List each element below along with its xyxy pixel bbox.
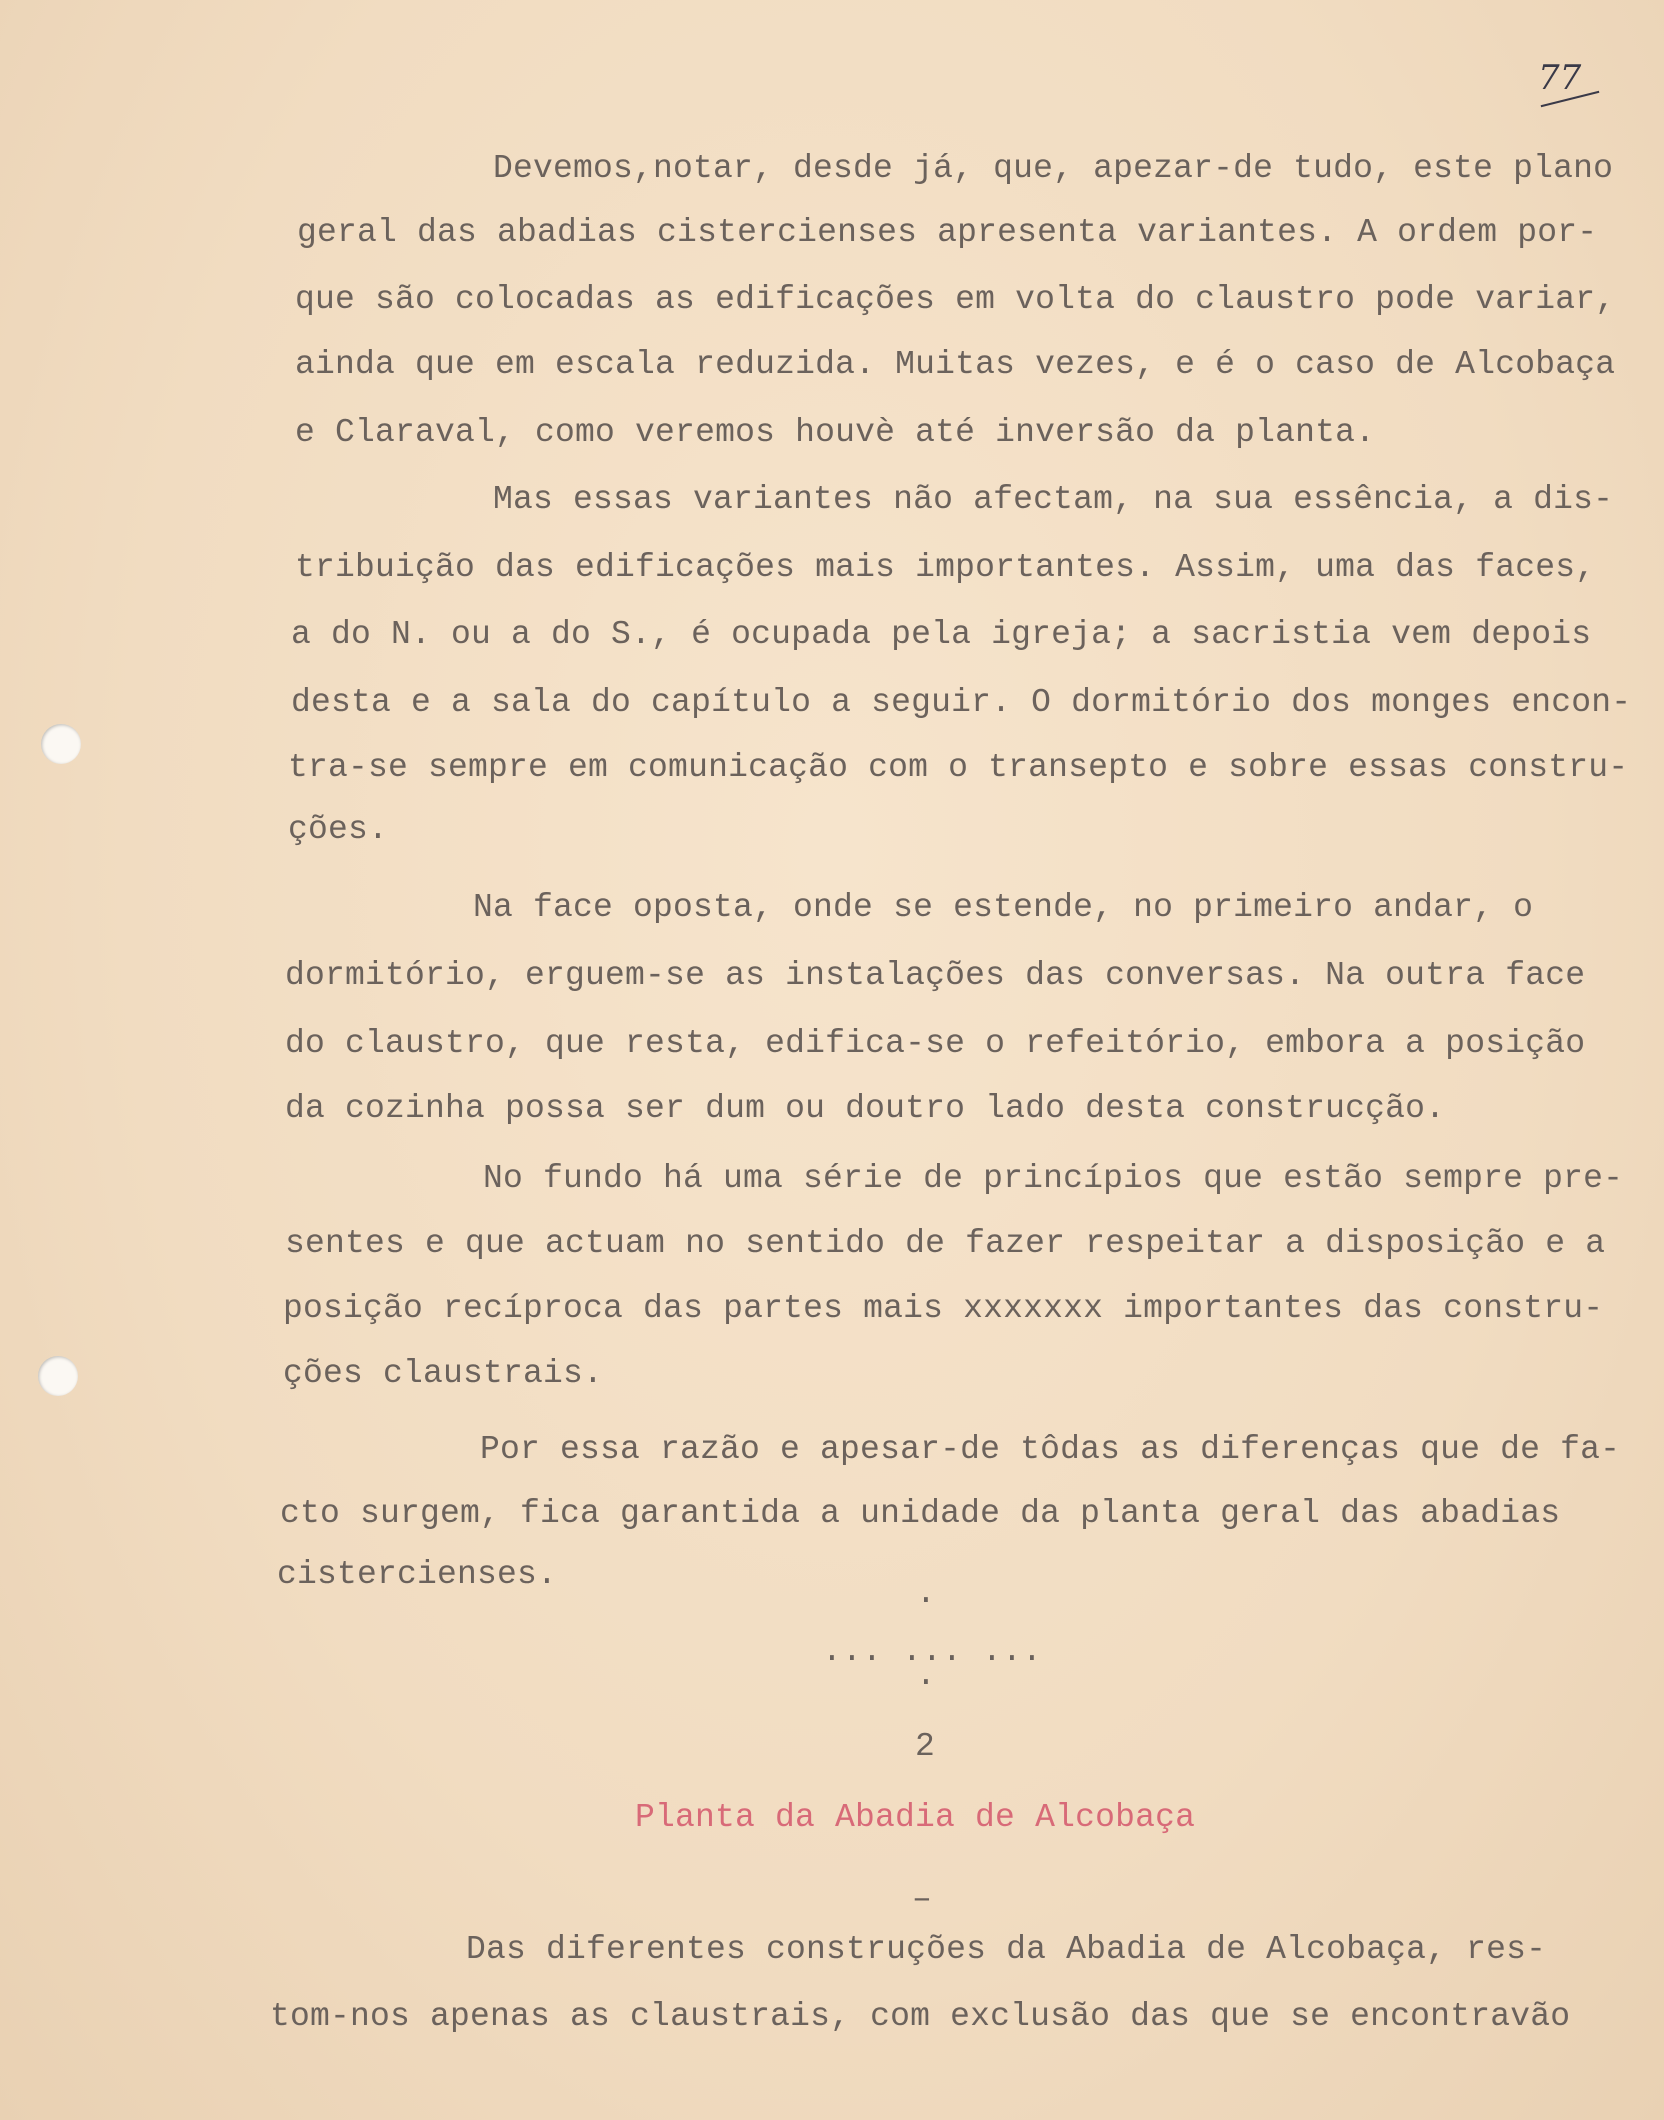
text-line: Na face oposta, onde se estende, no primeiro andar, o [473,889,1534,926]
section-number: 2 [915,1728,936,1765]
text-line: sentes e que actuam no sentido de fazer respeitar a disposição e a [285,1225,1606,1262]
text-line: do claustro, que resta, edifica-se o refeitório, embora a posição [285,1025,1586,1062]
text-line: tra-se sempre em comunicação com o transepto e sobre essas constru- [288,749,1629,786]
text-line: cistercienses. [277,1556,558,1593]
separator-dots: ... ... ... [822,1633,1043,1670]
text-line: e Claraval, como veremos houvè até inversão da planta. [295,414,1376,451]
text-line: dormitório, erguem-se as instalações das conversas. Na outra face [285,957,1586,994]
text-line: geral das abadias cistercienses apresenta variantes. A ordem por- [297,214,1598,251]
text-line: No fundo há uma série de princípios que estão sempre pre- [483,1160,1624,1197]
text-line: a do N. ou a do S., é ocupada pela igreja; a sacristia vem depois [291,616,1592,653]
separator-dot-bottom: · [916,1664,936,1701]
text-line: da cozinha possa ser dum ou doutro lado desta construcção. [285,1090,1446,1127]
text-line: ainda que em escala reduzida. Muitas vezes, e é o caso de Alcobaça [295,346,1616,383]
text-line: Das diferentes construções da Abadia de Alcobaça, res- [466,1931,1547,1968]
text-line: ções claustrais. [283,1355,604,1392]
text-line: tom-nos apenas as claustrais, com exclusão das que se encontravão [270,1998,1571,2035]
page-number: 77 [1538,58,1582,98]
text-line: tribuição das edificações mais importantes. Assim, uma das faces, [295,549,1596,586]
text-line: posição recíproca das partes mais xxxxxxx importantes das constru- [283,1290,1604,1327]
section-title: Planta da Abadia de Alcobaça [635,1799,1196,1836]
binder-hole-top [41,724,81,764]
text-line: cto surgem, fica garantida a unidade da planta geral das abadias [280,1495,1561,1532]
text-line: Mas essas variantes não afectam, na sua essência, a dis- [493,481,1614,518]
binder-hole-bottom [38,1356,78,1396]
text-line: Por essa razão e apesar-de tôdas as diferenças que de fa- [480,1431,1621,1468]
title-dash: – [912,1881,933,1918]
text-line: que são colocadas as edificações em volta do claustro pode variar, [295,281,1616,318]
text-line: Devemos,notar, desde já, que, apezar-de tudo, este plano [493,150,1614,187]
separator-dot-top: · [916,1582,936,1619]
text-line: desta e a sala do capítulo a seguir. O dormitório dos monges encon- [291,684,1632,721]
text-line: ções. [288,811,389,848]
